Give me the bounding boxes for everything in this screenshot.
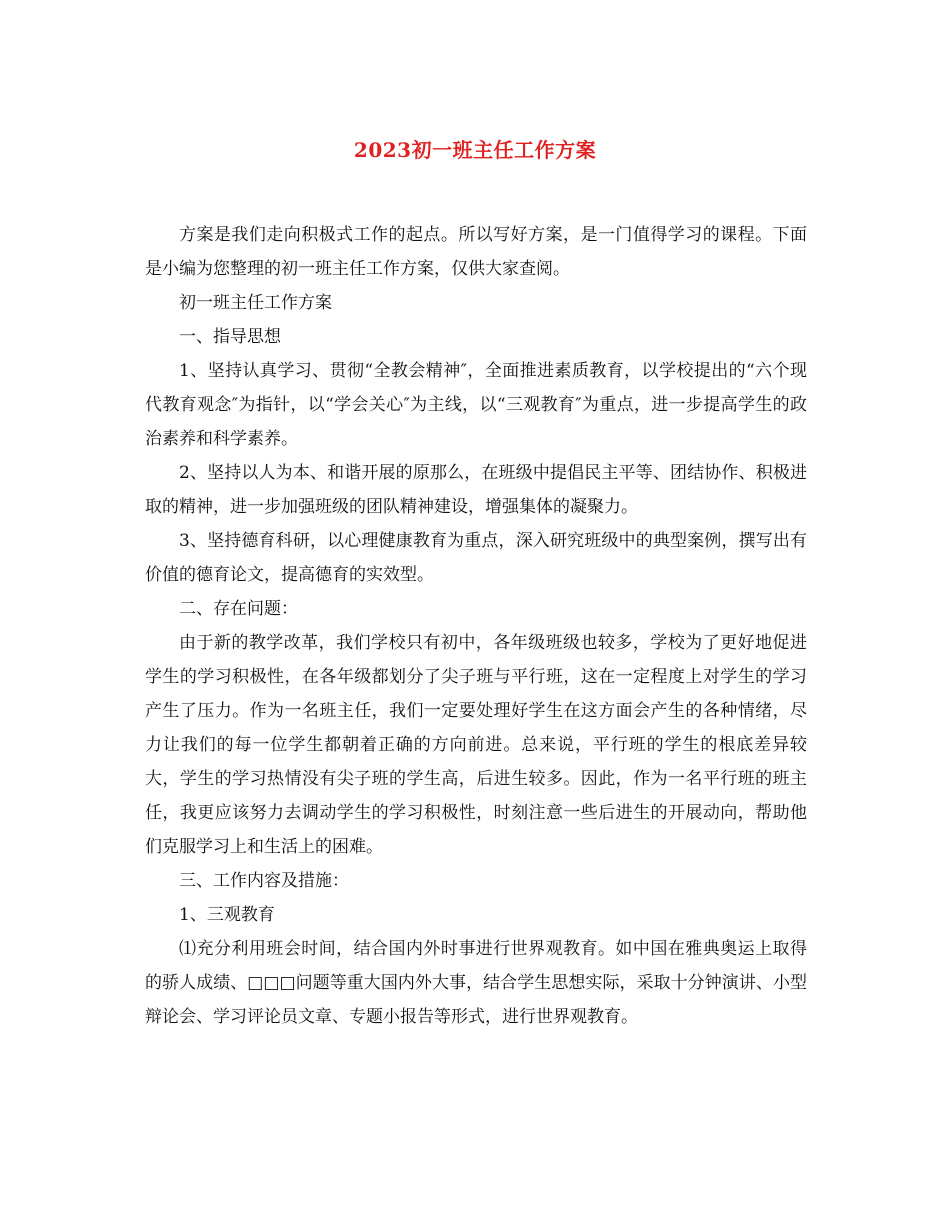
subheading-three-views-education: 1、三观教育 <box>179 905 275 925</box>
problems-paragraph: 由于新的教学改革，我们学校只有初中，各年级班级也较多，学校为了更好地促进学生的学习积极性，在各年级都划分了尖子班与平行班，这在一定程度上对学生的学习产生了压力。作为一名班主任，我们一定要处理好学生在这方面会产生的各种情绪，尽力让我们的每一位学生都朝着正确的方向前进。总来说，平行班的学生的根底差异较大，学生的学习热情没有尖子班的学生高，后进生较多。因此，作为一名平行班的班主任，我更应该努力去调动学生的学习积极性，时刻注意一些后进生的开展动向，帮助他们克服学习上和生活上的困难。 <box>145 633 807 857</box>
guiding-point-1: 1、坚持认真学习、贯彻“全教会精神″，全面推进素质教育，以学校提出的“六个现代教育观念″为指针，以“学会关心″为主线，以“三观教育″为重点，进一步提高学生的政治素养和科学素养。 <box>145 361 807 449</box>
guiding-point-3: 3、坚持德育科研，以心理健康教育为重点，深入研究班级中的典型案例，撰写出有价值的德育论文，提高德育的实效型。 <box>145 531 807 585</box>
section-heading-existing-problems: 二、存在问题： <box>179 599 298 619</box>
guiding-point-2: 2、坚持以人为本、和谐开展的原那么，在班级中提倡民主平等、团结协作、积极进取的精神，进一步加强班级的团队精神建设，增强集体的凝聚力。 <box>145 463 807 517</box>
section-heading-work-content: 三、工作内容及措施： <box>179 871 349 891</box>
section-heading-guiding-ideology: 一、指导思想 <box>179 327 281 347</box>
three-views-point-1: ⑴充分利用班会时间，结合国内外时事进行世界观教育。如中国在雅典奥运上取得的骄人成绩、□□□问题等重大国内外大事，结合学生思想实际，采取十分钟演讲、小型辩论会、学习评论员文章、专题小报告等形式，进行世界观教育。 <box>145 939 807 1027</box>
document-body <box>145 218 807 1034</box>
document-title: 2023初一班主任工作方案 <box>353 138 597 162</box>
subtitle-paragraph: 初一班主任工作方案 <box>179 293 332 313</box>
intro-paragraph: 方案是我们走向积极式工作的起点。所以写好方案，是一门值得学习的课程。下面是小编为您整理的初一班主任工作方案，仅供大家查阅。 <box>145 225 807 279</box>
